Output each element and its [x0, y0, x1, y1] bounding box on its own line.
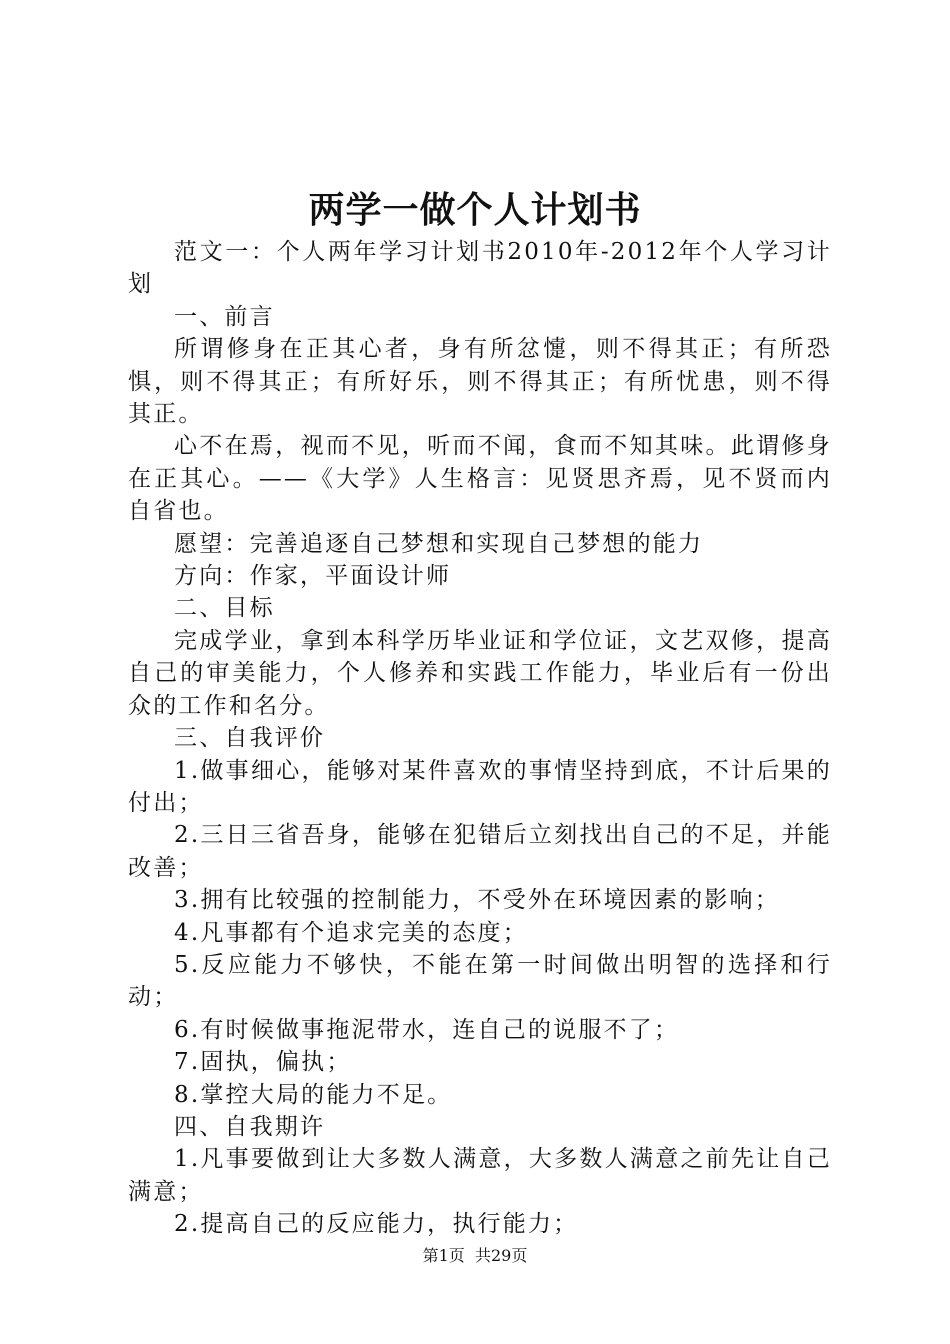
list-item: 3.拥有比较强的控制能力，不受外在环境因素的影响；	[174, 887, 780, 914]
list-item: 5.反应能力不够快，不能在第一时间做出明智的选择和行动；	[128, 951, 832, 1011]
list-item: 4.凡事都有个追求完美的态度；	[174, 919, 528, 946]
document-body	[128, 236, 832, 1241]
list-item: 8.掌控大局的能力不足。	[174, 1081, 453, 1108]
list-item: 2.三日三省吾身，能够在犯错后立刻找出自己的不足，并能改善；	[128, 822, 832, 881]
section-heading: 二、目标	[174, 595, 275, 622]
list-item: 7.固执，偏执；	[174, 1049, 352, 1076]
list-item: 1.凡事要做到让大多数人满意，大多数人满意之前先让自己满意；	[128, 1146, 832, 1205]
section-heading: 一、前言	[174, 303, 275, 330]
document-title: 两学一做个人计划书	[308, 189, 642, 231]
list-item: 1.做事细心，能够对某件喜欢的事情坚持到底，不计后果的付出；	[128, 757, 832, 816]
page-total: 共29页	[474, 1246, 528, 1265]
section-heading: 三、自我评价	[174, 725, 326, 752]
paragraph: 完成学业，拿到本科学历毕业证和学位证，文艺双修，提高自己的审美能力，个人修养和实践工作能力，毕业后有一份出众的工作和名分。	[128, 627, 832, 719]
paragraph: 范文一：个人两年学习计划书2010年-2012年个人学习计划	[128, 239, 832, 298]
paragraph: 所谓修身在正其心者，身有所忿懥，则不得其正；有所恐惧，则不得其正；有所好乐，则不得其正；有所忧患，则不得其正。	[128, 336, 832, 428]
list-item: 2.提高自己的反应能力，执行能力；	[174, 1211, 579, 1238]
page-number: 第1页	[422, 1246, 465, 1265]
section-heading: 四、自我期许	[174, 1113, 326, 1140]
page-footer	[0, 1245, 950, 1267]
paragraph: 愿望：完善追逐自己梦想和实现自己梦想的能力	[174, 530, 704, 557]
list-item: 6.有时候做事拖泥带水，连自己的说服不了；	[174, 1016, 680, 1043]
paragraph: 心不在焉，视而不见，听而不闻，食而不知其味。此谓修身在正其心。——《大学》人生格言：见贤思齐焉，见不贤而内自省也。	[128, 433, 832, 525]
paragraph: 方向：作家，平面设计师	[174, 563, 452, 590]
